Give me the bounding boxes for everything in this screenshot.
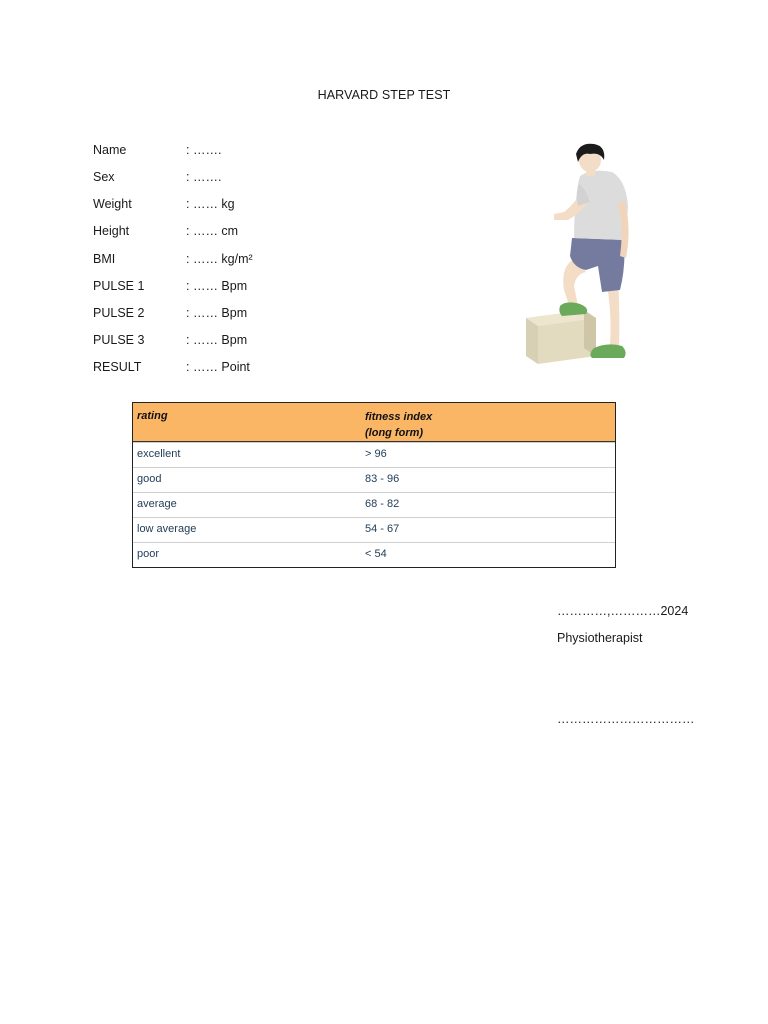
signature-date-line: …………,…………2024	[557, 604, 689, 618]
cell-index: < 54	[365, 548, 387, 560]
cell-rating: good	[137, 473, 162, 485]
cell-rating: excellent	[137, 448, 181, 460]
field-label: PULSE 2	[93, 306, 145, 320]
field-value: : …… Bpm	[186, 279, 248, 293]
field-value: : …… kg	[186, 197, 235, 211]
field-value: : …… Bpm	[186, 333, 248, 347]
table-row	[133, 492, 615, 517]
table-header	[133, 403, 615, 442]
cell-index: > 96	[365, 448, 387, 460]
document-title: HARVARD STEP TEST	[317, 88, 451, 102]
field-value: : …… Point	[186, 360, 250, 374]
field-label: BMI	[93, 252, 116, 266]
cell-index: 83 - 96	[365, 473, 400, 485]
field-label: Name	[93, 143, 127, 157]
signature-role: Physiotherapist	[557, 631, 643, 645]
person-stepping-on-box-icon	[520, 140, 638, 368]
field-label: Sex	[93, 170, 115, 184]
field-value: : …… kg/m²	[186, 252, 253, 266]
signature-line: ……………………………	[557, 712, 695, 726]
table-row	[133, 442, 615, 467]
field-label: Height	[93, 224, 130, 238]
header-fitness-index	[365, 409, 432, 441]
header-fitness-index-line1: fitness index	[365, 411, 433, 423]
field-value: : …… Bpm	[186, 306, 248, 320]
field-label: PULSE 3	[93, 333, 145, 347]
header-rating: rating	[137, 410, 168, 422]
fitness-rating-table	[132, 402, 616, 568]
field-label: PULSE 1	[93, 279, 145, 293]
header-fitness-index-line2: (long form)	[365, 427, 424, 439]
table-row	[133, 542, 615, 567]
cell-index: 68 - 82	[365, 498, 400, 510]
cell-rating: low average	[137, 523, 197, 535]
table-row	[133, 467, 615, 492]
cell-index: 54 - 67	[365, 523, 400, 535]
field-label: Weight	[93, 197, 132, 211]
field-value: : …….	[186, 143, 222, 157]
cell-rating: average	[137, 498, 177, 510]
cell-rating: poor	[137, 548, 160, 560]
field-value: : …… cm	[186, 224, 239, 238]
field-value: : …….	[186, 170, 222, 184]
table-row	[133, 517, 615, 542]
field-label: RESULT	[93, 360, 142, 374]
